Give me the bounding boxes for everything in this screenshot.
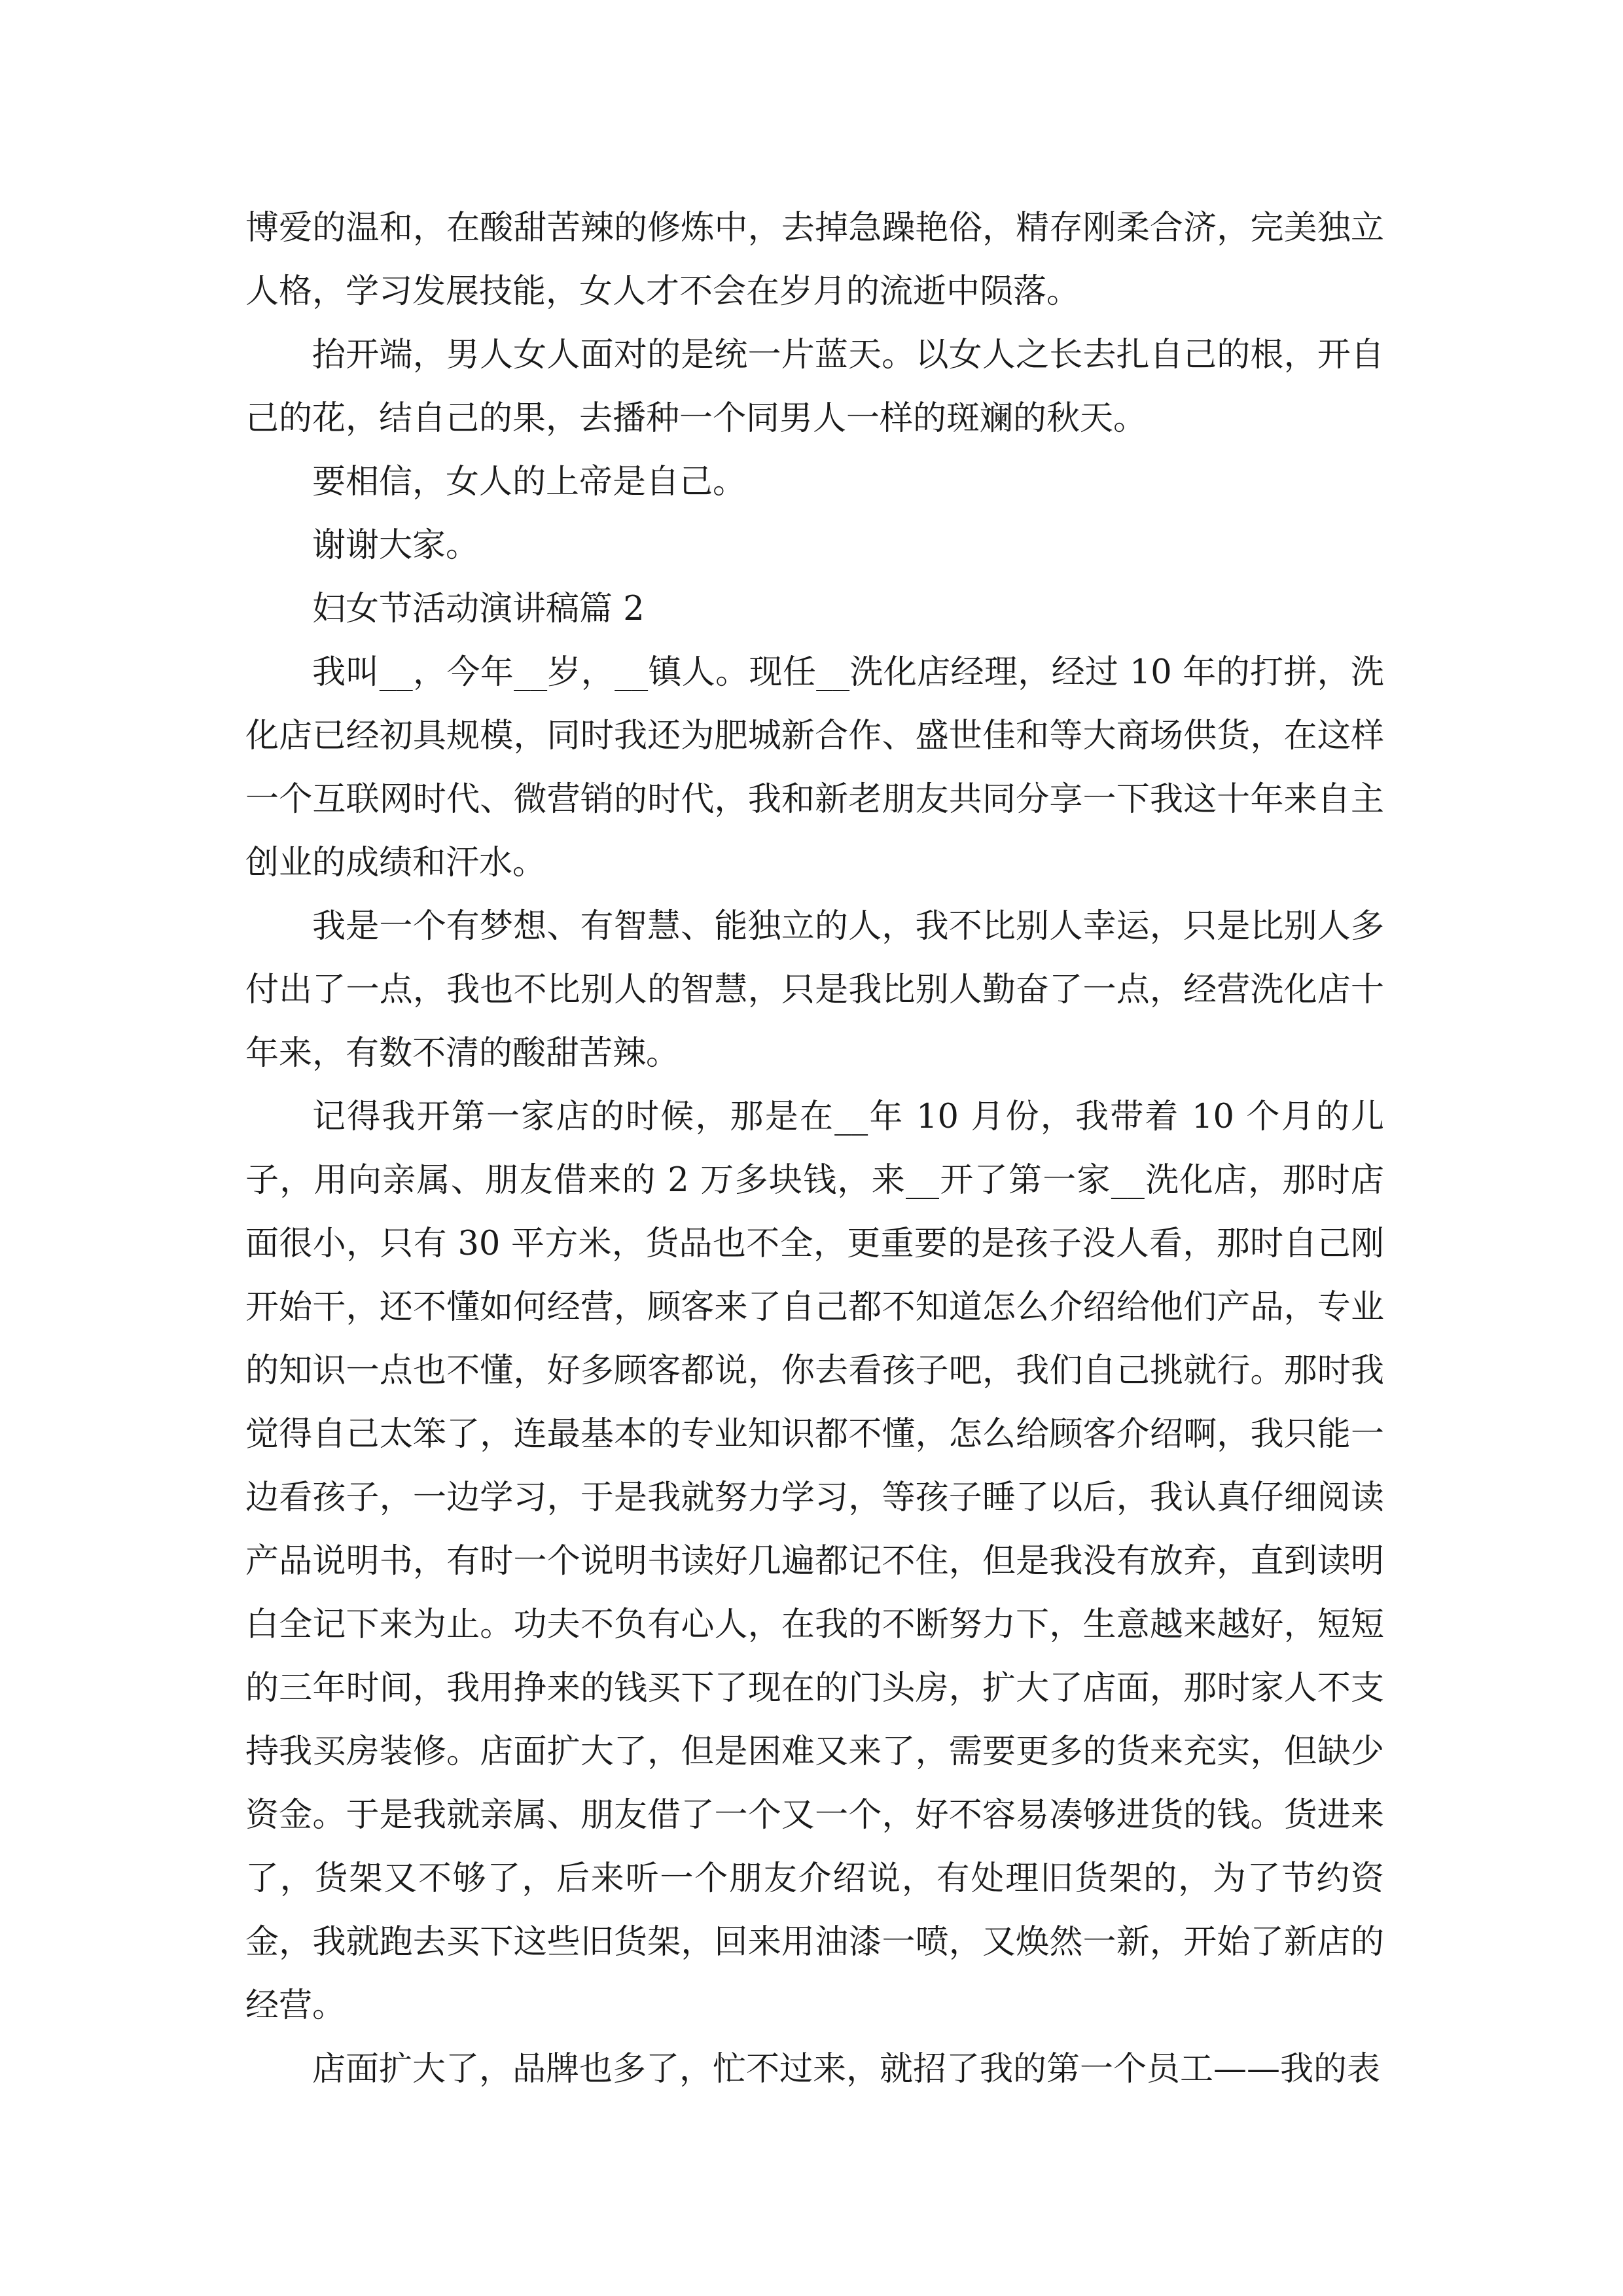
paragraph: 店面扩大了，品牌也多了，忙不过来，就招了我的第一个员工——我的表 (312, 2050, 1381, 2089)
paragraph: 谢谢大家。 (312, 526, 480, 565)
paragraph: 抬开端，男人女人面对的是统一片蓝天。以女人之长去扎自己的根，开自己的花，结自己的果，去播种一个同男人一样的斑斓的秋天。 (245, 336, 1384, 438)
section-heading: 妇女节活动演讲稿篇 2 (312, 590, 645, 628)
document-body (245, 196, 1384, 2101)
paragraph: 我叫__，今年__岁，__镇人。现任__洗化店经理，经过 10 年的打拼，洗化店已经初具规模，同时我还为肥城新合作、盛世佳和等大商场供货，在这样一个互联网时代、微营销的时代，我和新老朋友共同分享一下我这十年来自主创业的成绩和汗水。 (245, 653, 1384, 882)
paragraph: 我是一个有梦想、有智慧、能独立的人，我不比别人幸运，只是比别人多付出了一点，我也不比别人的智慧，只是我比别人勤奋了一点，经营洗化店十年来，有数不清的酸甜苦辣。 (245, 907, 1384, 1073)
paragraph: 记得我开第一家店的时候，那是在__年 10 月份，我带着 10 个月的儿子，用向亲属、朋友借来的 2 万多块钱，来__开了第一家__洗化店，那时店面很小，只有 30 平方米，货品也不全，更重要的是孩子没人看，那时自己刚开始干，还不懂如何经营，顾客来了自己都不知道怎么介绍给他们产品，专业的知识一点也不懂，好多顾客都说，你去看孩子吧，我们自己挑就行。那时我觉得自己太笨了，连最基本的专业知识都不懂，怎么给顾客介绍啊，我只能一边看孩子，一边学习，于是我就努力学习，等孩子睡了以后，我认真仔细阅读产品说明书，有时一个说明书读好几遍都记不住，但是我没有放弃，直到读明白全记下来为止。功夫不负有心人，在我的不断努力下，生意越来越好，短短的三年时间，我用挣来的钱买下了现在的门头房，扩大了店面，那时家人不支持我买房装修。店面扩大了，但是困难又来了，需要更多的货来充实，但缺少资金。于是我就亲属、朋友借了一个又一个，好不容易凑够进货的钱。货进来了，货架又不够了，后来听一个朋友介绍说，有处理旧货架的，为了节约资金，我就跑去买下这些旧货架，回来用油漆一喷，又焕然一新，开始了新店的经营。 (245, 1098, 1384, 2025)
paragraph: 要相信，女人的上帝是自己。 (312, 463, 747, 501)
paragraph-continuation: 博爱的温和，在酸甜苦辣的修炼中，去掉急躁艳俗，精存刚柔合济，完美独立人格，学习发展技能，女人才不会在岁月的流逝中陨落。 (245, 209, 1384, 311)
